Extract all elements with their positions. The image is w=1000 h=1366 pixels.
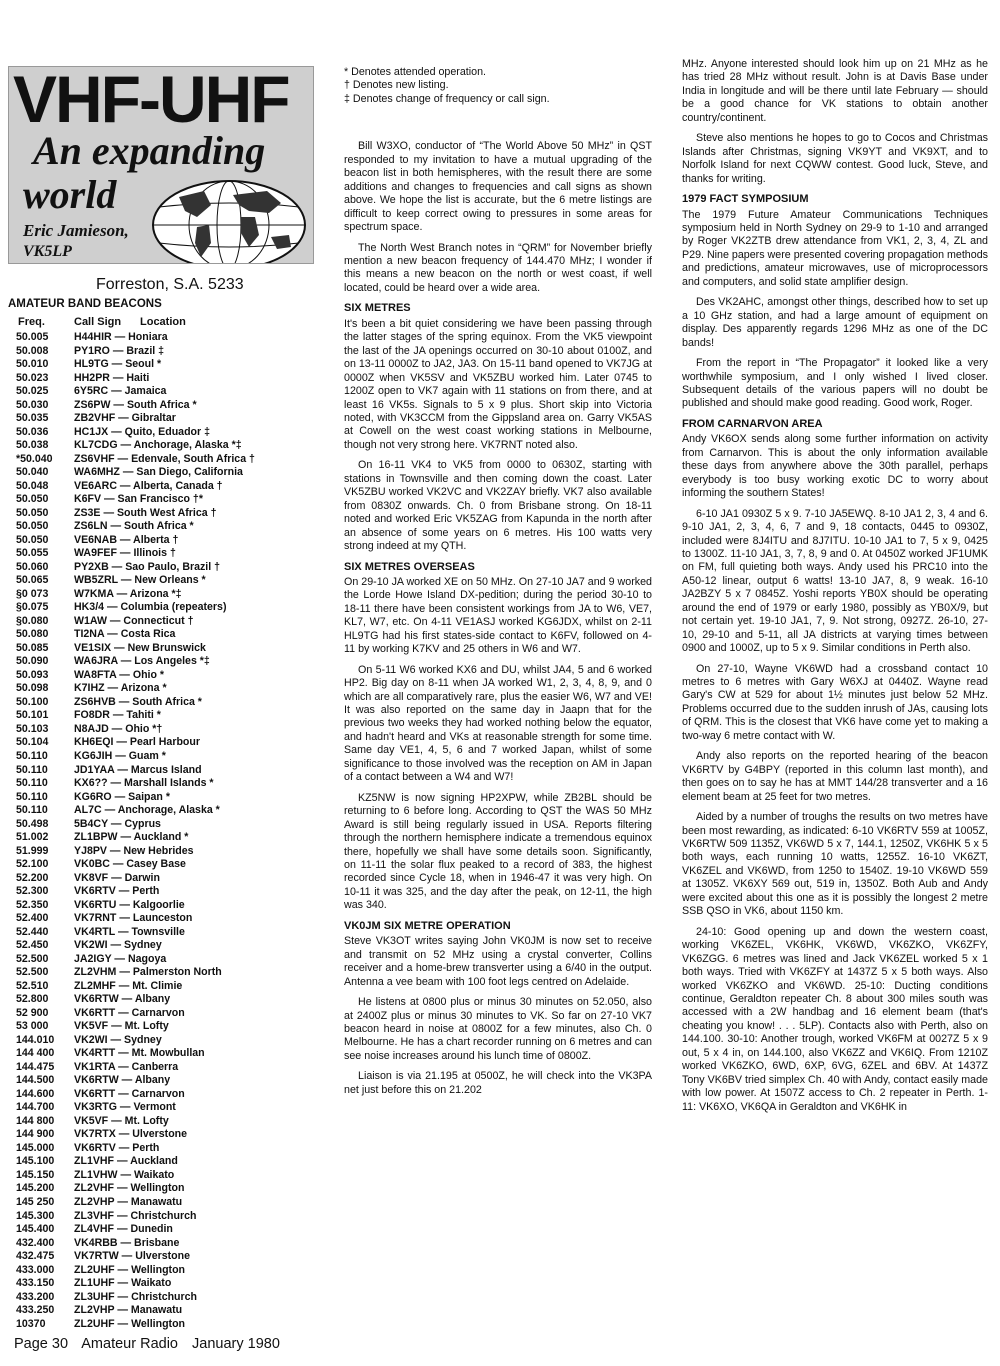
beacon-station: VK4RTT — Mt. Mowbullan	[74, 1047, 205, 1060]
beacon-frequency: 145.100	[16, 1155, 55, 1168]
beacon-station: YJ8PV — New Hebrides	[74, 844, 194, 857]
beacon-station: VK2WI — Sydney	[74, 1033, 162, 1046]
beacon-row	[8, 480, 328, 494]
beacon-station: ZL2UHF — Wellington	[74, 1263, 186, 1276]
beacon-frequency: 144.700	[16, 1101, 55, 1114]
globe-icon	[149, 177, 309, 264]
beacon-station: HL9TG — Seoul *	[74, 358, 162, 371]
beacon-station: HC1JX — Quito, Eduador ‡	[74, 425, 210, 438]
beacon-row	[8, 858, 328, 872]
beacon-frequency: 50.100	[16, 695, 49, 708]
beacon-frequency: 50.048	[16, 479, 49, 492]
beacon-row	[8, 750, 328, 764]
author-callsign: VK5LP	[23, 243, 72, 260]
paragraph: 6-10 JA1 0930Z 5 x 9. 7-10 JA5EWQ. 8-10 JA1 2, 3, 4 and 6. 9-10 JA1, 2, 3, 4, 6, 7 and 9, 18 contacts, 0445 to 0930Z, included were 8J4ITU and 8J7ITU. 10-10 JA1 to 7, 5 x 9, 0425 to 1300Z. 11-10 JA1, 3, 7, 8, 9 and 0. At 0450Z worked JF1UMK on FM, full quieting both ways. Andy used his PRC10 into the A50-12 linear, output 6 watts! 13-10 JA7, 8, 9 weak. 16-10 JA2BZY 5 x 7 0845Z. Yoshi reports YB0X should be operating around the end of 1979 or early 1980, possibly as YB0X/9, but not certain yet. 19-10 JA1, 7, 9. Not strong, 0927Z. 26-10, 27-10, 29-10 and 5-11, all JA districts at varying times between 0900 and 1000Z, up to 5 x 9. Similar conditions in Perth also.	[682, 507, 988, 655]
beacon-row	[8, 980, 328, 994]
beacon-row	[8, 1182, 328, 1196]
beacon-frequency: 52.510	[16, 979, 49, 992]
beacon-frequency: 50.050	[16, 533, 49, 546]
beacon-row	[8, 1020, 328, 1034]
beacon-frequency: 145.400	[16, 1223, 55, 1236]
beacon-station: VK6RTT — Carnarvon	[74, 1006, 185, 1019]
beacon-frequency: 145 250	[16, 1196, 55, 1208]
paragraph: Andy also reports on the reported hearing of the beacon VK6RTV by G4BPY (reported in this column last month), and then goes on to say he has at MMT 144/28 transverter and a 16 element beam at 25 feet for two metres.	[682, 750, 988, 803]
beacon-row	[8, 1304, 328, 1318]
beacon-row	[8, 372, 328, 386]
paragraph: Liaison is via 21.195 at 0500Z, he will check into the VK3PA net just before this on 21.202	[344, 1070, 652, 1096]
location-column-header: Location	[140, 316, 186, 328]
beacon-row	[8, 885, 328, 899]
beacon-station: ZL2VHP — Manawatu	[74, 1304, 183, 1317]
beacon-row	[8, 615, 328, 629]
paragraph: KZ5NW is now signing HP2XPW, while ZB2BL should be returning to 6 before long. According to QST the WAS 50 MHz Award is still being regularly issued in USA. Reports filtering through the northern hemisphere indicate a tremendous equinox there, hopefully we shall have some details soon. Significantly, on 11-11 the solar flux peaked to a record of 383, the highest recorded since Cycle 18, when in 1946-47 it was very high. On 10-11 it was 325, and the day after the peak, on 12-11, the high was 340.	[344, 791, 652, 912]
paragraph: On 29-10 JA worked XE on 50 MHz. On 27-10 JA7 and 9 worked the Lorde Howe Island DX-pedition; during the period 30-10 to 18-11 there have been consistent workings from JA to W6, VE7, KL7, W7, etc. On 4-11 VE1ASJ worked KG6JDX, whilst on 2-11 HL9TG had his first states-side contact to K6FV, followed on 4-11 by working K7KV and 25 others in W6 and W7.	[344, 575, 652, 656]
beacon-station: TI2NA — Costa Rica	[74, 628, 176, 641]
beacon-station: WA6JRA — Los Angeles *‡	[74, 655, 210, 668]
beacon-frequency: 144 400	[16, 1047, 55, 1060]
page-number: Page 30	[14, 1336, 69, 1352]
paragraph: Des VK2AHC, amongst other things, described how to set up a 10 GHz station, and had a large amount of equipment on display. Des apparently regards 1296 MHz as one of the DC bands!	[682, 296, 988, 349]
beacon-frequency: 50.065	[16, 574, 49, 587]
beacon-list-heading: AMATEUR BAND BEACONS	[8, 298, 162, 310]
beacon-station: VK6RTW — Albany	[74, 1074, 171, 1087]
beacon-row	[8, 345, 328, 359]
section-heading-six-metres: SIX METRES	[344, 302, 411, 315]
beacon-frequency: 144.500	[16, 1074, 55, 1087]
paragraph: Aided by a number of troughs the results on two metres have been most rewarding, as indicated: 6-10 VK6RTV 559 at 1005Z, VK6RTW 509 1135Z, VK6WD 5 x 7, 144.1, 1250Z, VK6HK 5 x 5 both ways, each running 10 watts, 1255Z. 16-10 VK6ZT, VK6ZEL and VK6WD, from 1250 to 1540Z. 19-10 VK6WD 559 at 1305Z. VK6XY 569 out, 519 in, 1350Z. Both Aub and Andy were excited about this one as it is possibly the longest 2 metre SSB QSO in VK6, about 1150 km.	[682, 811, 988, 918]
beacon-station: ZL2VHF — Wellington	[74, 1182, 185, 1195]
legend-attended: * Denotes attended operation.	[344, 66, 487, 78]
beacon-frequency: 433.000	[16, 1263, 55, 1276]
beacon-frequency: 50.110	[16, 790, 48, 803]
column-subtitle-line2: world	[23, 172, 117, 217]
beacon-list	[8, 331, 328, 1331]
beacon-frequency: 50.008	[16, 344, 49, 357]
beacon-frequency: 53 000	[16, 1020, 49, 1033]
beacon-row	[8, 601, 328, 615]
beacon-station: PY1RO — Brazil ‡	[74, 344, 165, 357]
beacon-row	[8, 1277, 328, 1291]
beacon-frequency: 50.110	[16, 777, 48, 790]
beacon-frequency: 52.450	[16, 939, 49, 952]
beacon-frequency: 52.500	[16, 966, 49, 979]
beacon-frequency: 144 900	[16, 1128, 55, 1141]
beacon-station: ZL2VHP — Manawatu	[74, 1196, 183, 1208]
beacon-station: WA8FTA — Ohio *	[74, 668, 165, 681]
beacon-station: ZL1BPW — Auckland *	[74, 831, 189, 844]
beacon-row	[8, 939, 328, 953]
beacon-row	[8, 764, 328, 778]
section-heading-fact-symposium: 1979 FACT SYMPOSIUM	[682, 193, 809, 206]
beacon-station: FO8DR — Tahiti *	[74, 709, 161, 722]
beacon-station: VE6ARC — Alberta, Canada †	[74, 479, 223, 492]
paragraph: It's been a bit quiet considering we have been passing through the latter stages of the spring equinox. From the VK5 viewpoint the last of the JA openings occurred on 30-10 about 0100Z, and on 13-11 0000Z to JA2, JA3. On 15-11 band opened to VK7JG at 0000Z when VK5SV and VK5ZBU worked him. Later 0745 to 1200Z open to VK7 again with 11 stations on from there, and at least 16 VK5s. Signals to 5 x 9 plus. Short skip into Victoria noted, with VK3CCM from the Gippsland area on. Garry VK5AS at Cowell on the west coast working stations in Melbourne, though not very strong here. VK7RNT noted also.	[344, 317, 652, 451]
section-heading-vk0jm: VK0JM SIX METRE OPERATION	[344, 919, 511, 932]
beacon-row	[8, 1115, 328, 1129]
beacon-station: K7IHZ — Arizona *	[74, 682, 167, 695]
beacon-station: ZS3E — South West Africa †	[74, 506, 217, 519]
beacon-frequency: 52.300	[16, 885, 49, 898]
beacon-station: 5B4CY — Cyprus	[74, 817, 161, 830]
paragraph: Steve VK3OT writes saying John VK0JM is now set to receive and transmit on 52 MHz using a crystal converter, Collins receiver and a home-brew transverter using a 6/40 in the output. Antenna a vee beam with 100 foot legs centred on Adelaide.	[344, 935, 652, 988]
beacon-row	[8, 1223, 328, 1237]
beacon-station: VE1SIX — New Brunswick	[74, 641, 206, 654]
beacon-station: ZL2MHF — Mt. Climie	[74, 979, 183, 992]
beacon-frequency: 50.005	[16, 331, 49, 343]
beacon-frequency: 50.104	[16, 736, 49, 749]
beacon-frequency: 145.200	[16, 1182, 55, 1195]
beacon-row	[8, 642, 328, 656]
beacon-station: KG6JIH — Guam *	[74, 749, 166, 762]
beacon-frequency: 145.000	[16, 1141, 55, 1154]
beacon-frequency: 50.010	[16, 358, 49, 371]
beacon-frequency: 432.475	[16, 1250, 55, 1263]
beacon-frequency: 50.098	[16, 682, 49, 695]
publication-name: Amateur Radio	[81, 1336, 178, 1352]
beacon-frequency: 50.055	[16, 547, 49, 560]
issue-date: January 1980	[192, 1336, 280, 1352]
paragraph: The North West Branch notes in “QRM” for November briefly mention a new beacon frequency of 144.470 MHz; I wonder if this means a new beacon on the north or west coast, if well located, could be heard over a wide area.	[344, 241, 652, 294]
beacon-row	[8, 926, 328, 940]
beacon-frequency: 433.150	[16, 1277, 55, 1290]
beacon-frequency: 50.110	[16, 749, 48, 762]
paragraph: Steve also mentions he hopes to go to Cocos and Christmas Islands after Christmas, signing VK9YT and VK9XT, and to Norfolk Island for next CQWW contest. Good luck, Steve, and thanks for writing.	[682, 132, 988, 185]
beacon-frequency: 144 800	[16, 1114, 55, 1127]
author-name: Eric Jamieson,	[23, 221, 129, 240]
beacon-row	[8, 1142, 328, 1156]
beacon-frequency: 50.038	[16, 439, 49, 452]
beacon-station: ZL1VHW — Waikato	[74, 1168, 175, 1181]
page-footer	[14, 1336, 290, 1352]
beacon-station: VK4RBB — Brisbane	[74, 1236, 180, 1249]
beacon-frequency: 52 900	[16, 1006, 49, 1019]
beacon-row	[8, 1101, 328, 1115]
beacon-frequency: 145.300	[16, 1209, 55, 1222]
beacon-frequency: §0 073	[16, 587, 49, 600]
beacon-station: N8AJD — Ohio *†	[74, 722, 163, 735]
beacon-station: ZS6LN — South Africa *	[74, 520, 194, 533]
beacon-row	[8, 399, 328, 413]
beacon-row	[8, 466, 328, 480]
section-heading-six-metres-overseas: SIX METRES OVERSEAS	[344, 560, 475, 573]
beacon-frequency: 52.400	[16, 912, 49, 925]
beacon-station: PY2XB — Sao Paulo, Brazil †	[74, 560, 221, 573]
beacon-station: KG6RO — Saipan *	[74, 790, 170, 803]
beacon-station: ZL4VHF — Dunedin	[74, 1223, 173, 1236]
column-masthead	[8, 66, 314, 264]
paragraph: The 1979 Future Amateur Communications Techniques symposium held in North Sydney on 29-9 to 1-10 and arranged by Roger VK2ZTB drew attendance from VK1, 2, 3, 4, ZL and P29. Nine papers were presented covering propagation methods and predictions, amateur microwaves, use of microprocessors and computers, and solid state amplifier design.	[682, 208, 988, 288]
beacon-frequency: 50.023	[16, 371, 49, 384]
beacon-row	[8, 1155, 328, 1169]
beacon-row	[8, 1169, 328, 1183]
beacon-row	[8, 966, 328, 980]
beacon-row	[8, 331, 328, 345]
paragraph: From the report in “The Propagator” it looked like a very worthwhile symposium, and I only wished I lived closer. Subsequent details of the various papers will no doubt be published and should make good reading. Good work, Roger.	[682, 357, 988, 410]
beacon-station: W1AW — Connecticut †	[74, 614, 194, 627]
beacon-row	[8, 709, 328, 723]
beacon-frequency: 51.999	[16, 844, 49, 857]
beacon-row	[8, 845, 328, 859]
beacon-row	[8, 1034, 328, 1048]
beacon-frequency: 432.400	[16, 1236, 55, 1249]
beacon-row	[8, 412, 328, 426]
beacon-row	[8, 682, 328, 696]
paragraph: 24-10: Good opening up and down the western coast, working VK6ZEL, VK6HK, VK6WD, VK6ZKO, VK6ZFY, VK6ZGG. 6 metres was lined and Jack VK6ZEL worked 5 x 1 both ways. Tried with VK6ZFY at 1437Z 5 x 5 both ways. Also worked VK6ZKO and VK6WD. 25-10: Ducting conditions continue, Geraldton repeater Ch. 8 about 300 miles south was accessed with a 2W handbag and 16 element beam (that's cheating you know! . . . 5LP). Contacts also with Perth, also on 144.100. 30-10: Another trough, worked VK6FM at 0027Z 5 x 9 out, 5 x 4 in, on 144.100, also VK6ZZ and VK6IQ. From 1210Z worked VK6ZKO, 6WD, 6XP, 6VG, 6ZEL and 6BV. At 1437Z Tony VK6BV tried simplex Ch. 40 with Andy, contact easily made with low power. At 1507Z access to Ch. 2 repeater in Perth. 1-11: VK6XO, VK6QA in Geraldton and VK6HK in	[682, 925, 988, 1113]
beacon-row	[8, 1088, 328, 1102]
beacon-station: ZS6PW — South Africa *	[74, 398, 197, 411]
beacon-station: JD1YAA — Marcus Island	[74, 763, 202, 776]
beacon-station: W7KMA — Arizona *‡	[74, 587, 182, 600]
beacon-station: KX6?? — Marshall Islands *	[74, 777, 214, 790]
paragraph: He listens at 0800 plus or minus 30 minutes on 52.050, also at 2400Z plus or minus 30 minutes to VK. So far on 27-10 VK7 beacon heard in noise at 0800Z for a few minutes, also Ch. 0 Melbourne. He has a chart recorder running on 6 metres and can see noise increases around his lunch time of 0800Z.	[344, 996, 652, 1062]
beacon-frequency: 52.440	[16, 925, 49, 938]
beacon-frequency: 144.010	[16, 1033, 55, 1046]
beacon-row	[8, 791, 328, 805]
beacon-row	[8, 1007, 328, 1021]
beacon-row	[8, 1250, 328, 1264]
beacon-frequency: §0.075	[16, 601, 49, 614]
beacon-row	[8, 723, 328, 737]
beacon-row	[8, 899, 328, 913]
beacon-station: VK7RTW — Ulverstone	[74, 1250, 190, 1263]
beacon-frequency: 50.093	[16, 668, 49, 681]
section-heading-carnarvon: FROM CARNARVON AREA	[682, 417, 823, 430]
beacon-frequency: 50.498	[16, 817, 49, 830]
beacon-station: ZL2UHF — Wellington	[74, 1317, 186, 1330]
beacon-station: 6Y5RC — Jamaica	[74, 385, 167, 398]
beacon-frequency: 50.050	[16, 493, 49, 506]
beacon-station: K6FV — San Francisco †*	[74, 493, 203, 506]
beacon-station: VK5VF — Mt. Lofty	[74, 1020, 169, 1033]
beacon-station: VK7RTX — Ulverstone	[74, 1128, 188, 1141]
paragraph: On 5-11 W6 worked KX6 and DU, whilst JA4, 5 and 6 worked HP2. Big day on 8-11 when JA worked W1, 2, 3, 4, 8, 9, and 0 which are all comparatively rare, plus the easier W6, W7 and VE! It was also reported on the same day in Jaapn that for the previous two weeks they had worked nothing below the equator, and hadn't heard and VKs at reasonable strength for some time. Same day VE1, 4, 5, 6 and 7 worked Japan, whilst of some significance to those involved was the reception on AM in Japan of a contact between a W4 and W7!	[344, 663, 652, 784]
paragraph: Andy VK6OX sends along some further information on activity from Carnarvon. This is about the only information available these days from anywhere above the 30th parallel, perhaps everybody is too busy working exotic DC to worry about informing the southern States!	[682, 433, 988, 500]
beacon-station: VK0BC — Casey Base	[74, 858, 186, 871]
beacon-station: VK6RTT — Carnarvon	[74, 1087, 185, 1100]
beacon-row	[8, 655, 328, 669]
beacon-row	[8, 385, 328, 399]
beacon-station: VK6RTV — Perth	[74, 885, 160, 898]
freq-column-header: Freq.	[18, 316, 45, 328]
column-subtitle-line1: An expanding	[33, 128, 266, 173]
beacon-station: HH2PR — Haiti	[74, 371, 150, 384]
beacon-row	[8, 358, 328, 372]
beacon-frequency: 50.110	[16, 804, 48, 817]
beacon-row	[8, 1047, 328, 1061]
beacon-row	[8, 993, 328, 1007]
beacon-frequency: 50.060	[16, 560, 49, 573]
beacon-station: ZL1UHF — Waikato	[74, 1277, 172, 1290]
beacon-frequency: 50.090	[16, 655, 49, 668]
beacon-row	[8, 439, 328, 453]
beacon-station: VK2WI — Sydney	[74, 939, 162, 952]
beacon-frequency: 433.200	[16, 1290, 55, 1303]
beacon-station: HK3/4 — Columbia (repeaters)	[74, 601, 227, 614]
beacon-station: VE6NAB — Alberta †	[74, 533, 179, 546]
beacon-station: WB5ZRL — New Orleans *	[74, 574, 206, 587]
beacon-station: AL7C — Anchorage, Alaska *	[74, 804, 220, 817]
beacon-frequency: *50.040	[16, 452, 53, 465]
beacon-frequency: 145.150	[16, 1168, 55, 1181]
beacon-row	[8, 912, 328, 926]
beacon-row	[8, 777, 328, 791]
paragraph: Bill W3XO, conductor of “The World Above 50 MHz” in QST responded to my invitation to have a mutual upgrading of the beacon list in both hemispheres, with the result there are some additions and changes to frequencies and call signs as shown above. We hope the list is accurate, but the 6 metre listings are difficult to keep correct owing to pressures in some areas for spectrum space.	[344, 140, 652, 234]
beacon-row	[8, 561, 328, 575]
beacon-frequency: 50.036	[16, 425, 49, 438]
beacon-station: ZL2VHM — Palmerston North	[74, 966, 222, 979]
callsign-column-header: Call Sign	[74, 316, 122, 328]
beacon-row	[8, 493, 328, 507]
beacon-row	[8, 1264, 328, 1278]
beacon-station: WA9FEF — Illinois †	[74, 547, 176, 560]
article-column-2	[344, 66, 652, 1104]
beacon-frequency: 52.100	[16, 858, 49, 871]
legend-change: ‡ Denotes change of frequency or call sign.	[344, 92, 550, 105]
beacon-frequency: 52.350	[16, 898, 49, 911]
beacon-frequency: 52.800	[16, 993, 49, 1006]
beacon-row	[8, 872, 328, 886]
beacon-row	[8, 831, 328, 845]
beacon-station: H44HIR — Honiara	[74, 331, 168, 343]
beacon-station: KH6EQI — Pearl Harbour	[74, 736, 200, 749]
article-column-3	[682, 58, 988, 1121]
paragraph: MHz. Anyone interested should look him up on 21 MHz as he has tried 28 MHz without result. John is at Davis Base under India in longitude and will be there until late February — should be a good chance for VK stations to obtain another country/continent.	[682, 58, 988, 124]
beacon-row	[8, 588, 328, 602]
beacon-row	[8, 804, 328, 818]
beacon-frequency: 433.250	[16, 1304, 55, 1317]
beacon-frequency: 144.600	[16, 1087, 55, 1100]
beacon-row	[8, 953, 328, 967]
beacon-row	[8, 574, 328, 588]
beacon-row	[8, 534, 328, 548]
beacon-row	[8, 520, 328, 534]
beacon-frequency: 50.085	[16, 641, 49, 654]
beacon-row	[8, 426, 328, 440]
beacon-station: VK5VF — Mt. Lofty	[74, 1114, 169, 1127]
beacon-station: ZS6VHF — Edenvale, South Africa †	[74, 452, 255, 465]
beacon-station: ZS6HVB — South Africa *	[74, 695, 202, 708]
paragraph: On 16-11 VK4 to VK5 from 0000 to 0630Z, starting with stations in Townsville and then coming down the coast. Later VK5ZBU worked VK2VC and VK2ZAY briefly. VK7 also available from 0830Z onwards. Ch. 0 from Brisbane strong. On 18-11 noted and worked Eric VK5ZAG from Kapunda in the north after an absence of some years on 6 metres. His 100 watts very strong indeed at my QTH.	[344, 459, 652, 553]
beacon-row	[8, 818, 328, 832]
beacon-station: VK4RTL — Townsville	[74, 925, 185, 938]
beacon-station: VK6RTU — Kalgoorlie	[74, 898, 185, 911]
beacon-frequency: 10370	[16, 1317, 46, 1330]
beacon-frequency: 51.002	[16, 831, 49, 844]
beacon-station: VK3RTG — Vermont	[74, 1101, 176, 1114]
beacon-frequency: 50.030	[16, 398, 49, 411]
paragraph: On 27-10, Wayne VK6WD had a crossband contact 10 metres to 6 metres with Gary W6XJ at 0440Z. Wayne read Gary's CW at 529 for about 1½ minutes just below 52 MHz. Problems occurred due to the sudden inrush of JAs, causing lots of QRM. This is the closest that VK6 have come yet to making a two-way 6 metre contact with W.	[682, 662, 988, 742]
beacon-row	[8, 669, 328, 683]
beacon-station: VK6RTW — Albany	[74, 993, 171, 1006]
beacon-row	[8, 1061, 328, 1075]
beacon-frequency: 50.040	[16, 466, 49, 479]
beacon-station: VK7RNT — Launceston	[74, 912, 193, 925]
legend-new-listing: † Denotes new listing.	[344, 79, 449, 92]
beacon-station: VK1RTA — Canberra	[74, 1060, 179, 1073]
beacon-row	[8, 507, 328, 521]
beacon-row	[8, 1196, 328, 1210]
beacon-frequency: 52.200	[16, 871, 49, 884]
beacon-frequency: 50.110	[16, 763, 48, 776]
beacon-row	[8, 696, 328, 710]
beacon-frequency: 50.035	[16, 412, 49, 425]
beacon-station: WA6MHZ — San Diego, California	[74, 466, 243, 479]
beacon-frequency: 144.475	[16, 1060, 55, 1073]
beacon-row	[8, 1210, 328, 1224]
beacon-station: ZL3UHF — Christchurch	[74, 1290, 198, 1303]
beacon-station: ZL1VHF — Auckland	[74, 1155, 178, 1168]
column-title: VHF-UHF	[13, 66, 289, 136]
beacon-row	[8, 1318, 328, 1332]
beacon-station: VK6RTV — Perth	[74, 1141, 160, 1154]
beacon-row	[8, 736, 328, 750]
beacon-station: VK8VF — Darwin	[74, 871, 160, 884]
beacon-station: KL7CDG — Anchorage, Alaska *‡	[74, 439, 242, 452]
beacon-frequency: §0.080	[16, 614, 49, 627]
beacon-frequency: 50.050	[16, 520, 49, 533]
beacon-station: ZB2VHF — Gibraltar	[74, 412, 176, 425]
beacon-frequency: 50.025	[16, 385, 49, 398]
beacon-row	[8, 1128, 328, 1142]
beacon-frequency: 50.103	[16, 722, 49, 735]
beacon-station: ZL3VHF — Christchurch	[74, 1209, 197, 1222]
beacon-row	[8, 547, 328, 561]
beacon-row	[8, 1074, 328, 1088]
beacon-frequency: 52.500	[16, 952, 49, 965]
beacon-row	[8, 628, 328, 642]
beacon-frequency: 50.101	[16, 709, 49, 722]
beacon-frequency: 50.050	[16, 506, 49, 519]
beacon-row	[8, 1237, 328, 1251]
beacon-row	[8, 453, 328, 467]
beacon-frequency: 50.080	[16, 628, 49, 641]
author-address: Forreston, S.A. 5233	[96, 276, 244, 293]
beacon-station: JA2IGY — Nagoya	[74, 952, 167, 965]
beacon-row	[8, 1291, 328, 1305]
